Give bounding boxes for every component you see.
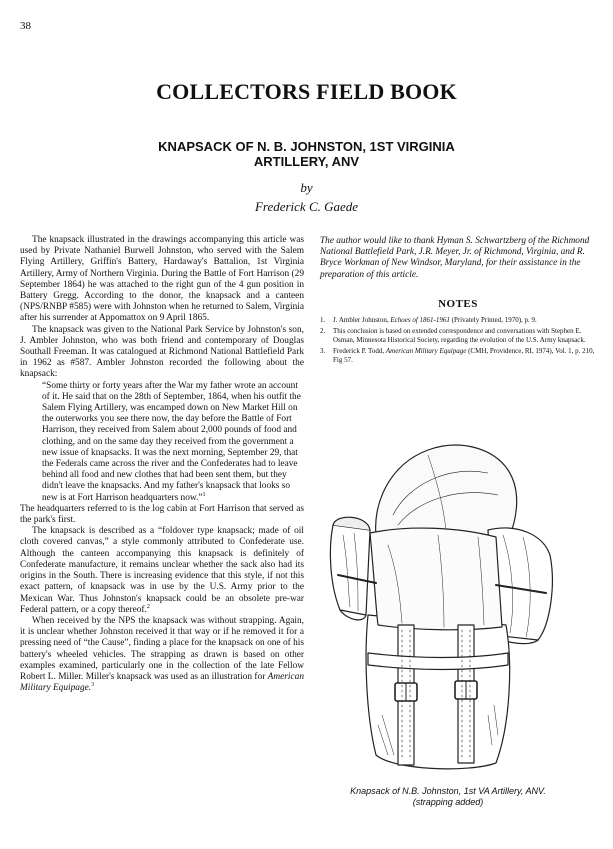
- body-text: When received by the NPS the knapsack was without strapping. Again, it is unclear whether Johnston received it that way or if he removed it for a pressing need of “the Cause”, finding a place for the knapsack on one of his battery's wheeled vehicles. The strapping as drawn is based on other examples examined, particularly one in the collection of the late Fellow Robert L. Miller. Miller's knapsack was used as an illustration for: [20, 615, 304, 682]
- note-title: American Military Equipage: [385, 346, 467, 355]
- caption-line-1: Knapsack of N.B. Johnston, 1st VA Artillery, ANV.: [350, 786, 546, 796]
- note-text: (CMH, Providence, RI, 1974), Vol. 1, p. 210, Fig 57.: [333, 346, 595, 365]
- body-paragraph: [20, 616, 304, 694]
- article-title-line-1: KNAPSACK OF N. B. JOHNSTON, 1ST VIRGINIA: [158, 139, 455, 154]
- book-title: American Military Equipage.: [20, 671, 304, 694]
- page-number: 38: [20, 20, 31, 32]
- note-item: [320, 327, 596, 346]
- footnote-ref: 3: [91, 682, 95, 689]
- footnote-ref: 2: [146, 603, 150, 610]
- notes-heading: NOTES: [438, 298, 478, 310]
- note-text: Frederick P. Todd,: [333, 346, 386, 355]
- footnote-ref: 1: [202, 491, 206, 498]
- author-name: Frederick C. Gaede: [254, 199, 359, 214]
- article-title: [90, 139, 523, 169]
- body-paragraph: The knapsack was given to the National Park Service by Johnston's son, J. Ambler Johnston, who was both friend and contemporary of Douglas Southall Freeman. It was catalogued at Richmond National Battlefield Park in 1962 as #587. Ambler Johnston recorded the following about the knapsack:: [20, 324, 304, 380]
- note-text: J. Ambler Johnston,: [333, 316, 391, 324]
- body-text: The knapsack is described as a “foldover type knapsack; made of oil cloth covered canvas,” a style commonly attributed to Confederate use. Although the canteen accompanying this knapsack is definitely of Confederate manufacture, it remains unclear whether the sack also had its origins in the South. There is increasing evidence that this style, if not this exact pattern, of knapsack was in use by the U.S. Army prior to the Mexican War. Thus Johnston's knapsack could be an obsolete pre-war Federal pattern, or a copy thereof.: [20, 526, 304, 615]
- body-paragraph: The headquarters referred to is the log cabin at Fort Harrison that served as the park's first.: [20, 503, 304, 526]
- knapsack-illustration: [318, 425, 558, 780]
- article-title-line-2: ARTILLERY, ANV: [253, 154, 360, 169]
- body-paragraph: [20, 526, 304, 616]
- caption-line-2: (strapping added): [412, 797, 484, 807]
- note-number: 3.: [320, 346, 326, 355]
- by-line: by: [300, 180, 313, 195]
- block-quote: [42, 381, 304, 504]
- notes-list: [320, 316, 596, 367]
- note-item: [320, 347, 596, 366]
- note-text: This conclusion is based on extended correspondence and conversations with Stephen E. Osman, Minnesota Historical Society, regarding the evolution of the U.S. Army knapsack.: [333, 326, 586, 345]
- article-body: [20, 235, 304, 694]
- note-number: 2.: [320, 326, 326, 335]
- quote-text: “Some thirty or forty years after the War my father wrote an account of it. He said that on the 28th of September, 1864, when his outfit the Salem Flying Artillery, was encamped down on New Market Hill on the outerworks you see there now, the day before the Battle of Fort Harrison, they received from Salem about 2,000 pounds of food and clothing, and on the same day they received from the government a new issue of knapsacks. It was the next morning, September 29, that the Federals came across the river and the Confederates had to leave behind all food and new clothes that had been sent them, but they didn't leave the knapsacks. And my father's knapsack that looks so new is at Fort Harrison headquarters now.”: [42, 380, 301, 503]
- note-number: 1.: [320, 316, 326, 324]
- note-item: [320, 316, 596, 326]
- note-title: Echoes of 1861-1961: [390, 316, 450, 324]
- body-paragraph: The knapsack illustrated in the drawings accompanying this article was used by Private Nathaniel Burwell Johnston, who served with the Salem Flying Artillery, Griffin's Battery, Hardaway's Battalion, 1st Virginia Artillery, Army of Northern Virginia. During the Battle of Fort Harrison (29 September 1864) he was attached to the right gun of the 4 gun position in Battery Gregg. According to the donor, the knapsack and a canteen (NPS/RNBP #585) were with Johnston when he returned to Salem, Virginia after his surrender at Appomattox on 9 April 1865.: [20, 235, 304, 324]
- illustration-caption: [318, 786, 578, 808]
- section-title: COLLECTORS FIELD BOOK: [156, 79, 457, 104]
- acknowledgment: The author would like to thank Hyman S. Schwartzberg of the Richmond National Battlefield Park, J.R. Meyer, Jr. of Richmond, Virginia, and R. Bryce Workman of New Windsor, Maryland, for their assistance in the preparation of this article.: [320, 236, 590, 280]
- note-text: (Privately Printed, 1970), p. 9.: [449, 316, 537, 324]
